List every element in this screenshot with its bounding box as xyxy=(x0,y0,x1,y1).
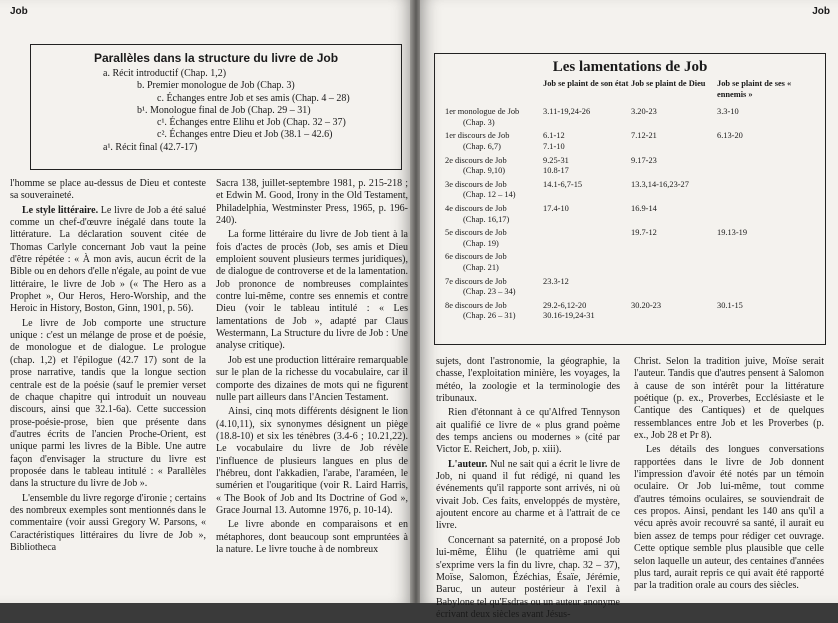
paragraph-text: Ainsi, cinq mots différents désignent le lion (4.10,11), six synonymes désignent un piège (18.8-10) et six les ténèbres (3.4-6 ; 10.21,22). Le vocabulaire du livre de Job révèle l'influence de plusieurs langues en plus de l'hébreu, dont l'akkadien, l'arabe, l'araméen, le sumérien et l'ougaritique (voir R. Laird Harris, « The Book of Job and Its Doctrine of God », Grace Journal 13. Automne 1976, p. 10-14). xyxy=(216,406,408,516)
reference-cell: 14.1-6,7-15 xyxy=(543,179,583,189)
table-row xyxy=(445,128,815,152)
row-label: 2e discours de Job xyxy=(445,155,507,165)
row-chapter: (Chap. 23 – 34) xyxy=(463,287,516,297)
body-paragraph xyxy=(216,178,408,227)
paragraph-text: Sacra 138, juillet-septembre 1981, p. 215-218 ; et Edwin M. Good, Irony in the Old Testament, Philadelphia, Westminster Press, 1965, p. 196-240). xyxy=(216,178,408,227)
paragraph-text: L'ensemble du livre regorge d'ironie ; certains des nombreux exemples sont mentionnés dans le commentaire (voir aussi Gregory W. Parsons, « Caractéristiques littéraires du livre de Job », Bibliotheca xyxy=(10,492,206,553)
table-row xyxy=(445,274,815,298)
table-row xyxy=(445,298,815,322)
left-column-1 xyxy=(10,178,206,556)
row-chapter: (Chap. 21) xyxy=(463,262,499,272)
table-row xyxy=(445,104,815,128)
reference-cell: 23.3-12 xyxy=(543,276,569,286)
lamentations-box xyxy=(434,53,826,345)
paragraph-text: Rien d'étonnant à ce qu'Alfred Tennyson ait qualifié ce livre de « plus grand poème des temps anciens ou modernes » (cité par Victor E. Reichert, Job, p. xiii). xyxy=(436,407,620,456)
reference-cell: 3.20-23 xyxy=(631,107,657,117)
row-label: 1er monologue de Job xyxy=(445,107,520,117)
outline-item: b¹. Monologue final de Job (Chap. 29 – 31) xyxy=(137,104,311,116)
reference-cell: 17.4-10 xyxy=(543,203,569,213)
body-paragraph xyxy=(10,205,206,316)
reference-cell: 16.9-14 xyxy=(631,203,657,213)
reference-cell: 19.13-19 xyxy=(717,228,748,238)
outline-item: c². Échanges entre Dieu et Job (38.1 – 42.6) xyxy=(157,129,333,141)
header-cell: Job se plaint de Dieu xyxy=(631,79,706,88)
row-chapter: (Chap. 19) xyxy=(463,238,499,248)
paragraph-text: La forme littéraire du livre de Job tient à la fois d'actes de procès (Job, ses amis et Dieu emploient souvent plusieurs termes juridiques), de dialogue de controverse et de la lamentation. Job prononce de nombreuses complaintes contre lui-même, contre ses ennemis et contre Dieu (voir le tableau intitulé : « Les lamentations de Job », adapté par Claus Westermann, La Structure du livre de Job : Une analyse critique). xyxy=(216,229,408,352)
outline-item: a. Récit introductif (Chap. 1,2) xyxy=(103,68,227,79)
paragraph-text: l'homme se place au-dessus de Dieu et conteste sa souveraineté. xyxy=(10,178,206,202)
left-column-2 xyxy=(216,178,408,558)
body-paragraph xyxy=(10,493,206,555)
row-label: 1er discours de Job xyxy=(445,131,510,141)
outline-item: a¹. Récit final (42.7-17) xyxy=(103,141,198,153)
running-head: Job xyxy=(812,6,830,17)
table-row xyxy=(445,153,815,177)
reference-cell: 7.1-10 xyxy=(543,141,565,151)
reference-cell: 29.2-6,12-20 xyxy=(543,300,587,310)
structure-outline xyxy=(41,68,391,154)
header-cell: Job se plaint de son état xyxy=(543,79,629,88)
body-paragraph xyxy=(10,318,206,491)
paragraph-text: Christ. Selon la tradition juive, Moïse serait l'auteur. Tandis que d'autres pensent à Salomon à cause de son intérêt pour la littérature poétique (p. ex., Proverbes, Ecclésiaste et le Cantique des Cantiques) et de quelques ressemblances entre Job et les Proverbes (p. ex., Job 28 et Pr 8). xyxy=(634,356,824,442)
paragraph-text: Les détails des longues conversations rapportées dans le livre de Job donnent l'impression d'avoir été notés par un témoin oculaire. Or Job lui-même, tout comme d'autres témoins oculaires, se souviendrait de ces propos. Ainsi, pendant les 140 ans qu'il a vécu après avoir recouvré sa santé, il aurait eu bien assez de temps pour rédiger cet ouvrage. Cette optique semble plus plausible que celle selon laquelle un auteur, des centaines d'années plus tard, aurait repris ce qui avait été rapporté par la tradition orale au cours des siècles. xyxy=(634,444,824,592)
body-paragraph xyxy=(634,444,824,592)
row-label: 8e discours de Job xyxy=(445,300,507,310)
body-paragraph xyxy=(436,535,620,621)
reference-cell: 19.7-12 xyxy=(631,228,657,238)
reference-cell: 30.16-19,24-31 xyxy=(543,311,595,321)
left-page xyxy=(0,0,412,603)
body-paragraph xyxy=(216,229,408,352)
lamentations-box-title: Les lamentations de Job xyxy=(552,59,708,75)
right-column-2 xyxy=(634,356,824,595)
structure-box-title: Parallèles dans la structure du livre de Job xyxy=(93,51,339,65)
reference-cell: 6.13-20 xyxy=(717,131,743,141)
structure-box xyxy=(30,44,402,170)
reference-cell: 13.3,14-16,23-27 xyxy=(631,179,689,189)
row-label: 5e discours de Job xyxy=(445,228,507,238)
row-label: 7e discours de Job xyxy=(445,276,507,286)
body-paragraph xyxy=(10,178,206,203)
paragraph-text: Le livre de Job comporte une structure unique : c'est un mélange de prose et de poésie, de monologue et de dialogue. Le prologue (chap. 1,2) et l'épilogue (42.7 17) sont de la prose narrative, tandis que la longue section centrale est de la poésie (sauf le premier verset de chaque chapitre qui introduit un nouveau discours, ainsi que 32.1-6a). Cette succession prose-poésie-prose, bien que présente dans d'autres écrits de l'ancien Proche-Orient, est unique parmi les livres de la Bible. Une autre façon d'envisager la structure du livre est proposée dans le tableau intitulé : « Parallèles dans la structure du livre de Job ». xyxy=(10,317,206,490)
body-paragraph xyxy=(216,355,408,404)
table-row xyxy=(445,177,815,201)
reference-cell: 6.1-12 xyxy=(543,131,565,141)
reference-cell: 3.3-10 xyxy=(717,107,739,117)
right-page xyxy=(420,0,838,620)
section-heading: L'auteur. xyxy=(448,458,488,470)
row-chapter: (Chap. 9,10) xyxy=(463,166,506,176)
reference-cell: 9.17-23 xyxy=(631,155,657,165)
outline-item: b. Premier monologue de Job (Chap. 3) xyxy=(137,80,295,92)
paragraph-text: Job est une production littéraire remarquable sur le plan de la richesse du vocabulaire, car il comporte des dizaines de mots qui ne figurent nulle part ailleurs dans l'Ancien Testament. xyxy=(216,354,408,403)
paragraph-text: Concernant sa paternité, on a proposé Job lui-même, Élihu (le quatrième ami qui s'exprime vers la fin du livre, chap. 32 – 37), Moïse, Salomon, Ézéchias, Ésaïe, Jérémie, Baruc, un auteur postérieur à l'exil à Babylone tel qu'Esdras ou un auteur anonyme écrivant deux siècles avant Jésus- xyxy=(436,534,620,620)
reference-cell: 3.11-19,24-26 xyxy=(543,107,591,117)
table-row xyxy=(445,201,815,225)
row-chapter: (Chap. 12 – 14) xyxy=(463,190,516,200)
table-row xyxy=(445,249,815,273)
body-paragraph xyxy=(436,356,620,405)
row-chapter: (Chap. 26 – 31) xyxy=(463,311,516,321)
running-head: Job xyxy=(10,6,28,17)
table-row xyxy=(445,225,815,249)
reference-cell: 9.25-31 xyxy=(543,155,569,165)
row-chapter: (Chap. 6,7) xyxy=(463,141,501,151)
body-paragraph xyxy=(216,519,408,556)
reference-cell: 30.20-23 xyxy=(631,300,662,310)
header-cell: Job se plaint de ses « ennemis » xyxy=(717,79,792,99)
row-chapter: (Chap. 3) xyxy=(463,117,495,127)
paragraph-text: Le livre de Job a été salué comme un chef-d'œuvre inégalé dans toute la littérature. La déclaration souvent citée de Thomas Carlyle concernant Job vaut la peine d'être répétée : « À mon avis, aucun écrit de la Bible ou en dehors d'elle n'égale, au point de vue littéraire, le livre de Job » (« The Hero as a Prophet », Our Heros, Hero-Worship, and the Heroic in History, Boston, Ginn, 1901, p. 56). xyxy=(10,204,207,315)
reference-cell: 10.8-17 xyxy=(543,166,569,176)
body-paragraph xyxy=(634,356,824,442)
paragraph-text: Nul ne sait qui a écrit le livre de Job, ni quand il fut rédigé, ni quand les événements qu'il rapporte sont arrivés, ni où vivait Job. Ces faits, enveloppés de mystère, ajoutent encore au charme et à l'attrait de ce livre. xyxy=(436,458,620,532)
row-label: 3e discours de Job xyxy=(445,179,507,189)
reference-cell: 7.12-21 xyxy=(631,131,657,141)
lamentations-table xyxy=(445,79,815,322)
body-paragraph xyxy=(436,459,620,533)
reference-cell: 30.1-15 xyxy=(717,300,743,310)
body-paragraph xyxy=(216,406,408,517)
row-chapter: (Chap. 16,17) xyxy=(463,214,510,224)
header-cell xyxy=(445,79,543,104)
outline-item: c¹. Échanges entre Elihu et Job (Chap. 32 – 37) xyxy=(157,117,346,129)
body-paragraph xyxy=(436,407,620,456)
row-label: 6e discours de Job xyxy=(445,252,507,262)
right-column-1 xyxy=(436,356,620,623)
row-label: 4e discours de Job xyxy=(445,203,507,213)
paragraph-text: Le livre abonde en comparaisons et en métaphores, dont beaucoup sont empruntées à la nature. Le livre touche à de nombreux xyxy=(216,519,408,555)
section-heading: Le style littéraire. xyxy=(22,204,99,216)
paragraph-text: sujets, dont l'astronomie, la géographie, la chasse, l'exploitation minière, les voyages, la météo, la zoologie et la terminologie des tribunaux. xyxy=(436,356,620,405)
outline-item: c. Échanges entre Job et ses amis (Chap. 4 – 28) xyxy=(157,92,350,104)
